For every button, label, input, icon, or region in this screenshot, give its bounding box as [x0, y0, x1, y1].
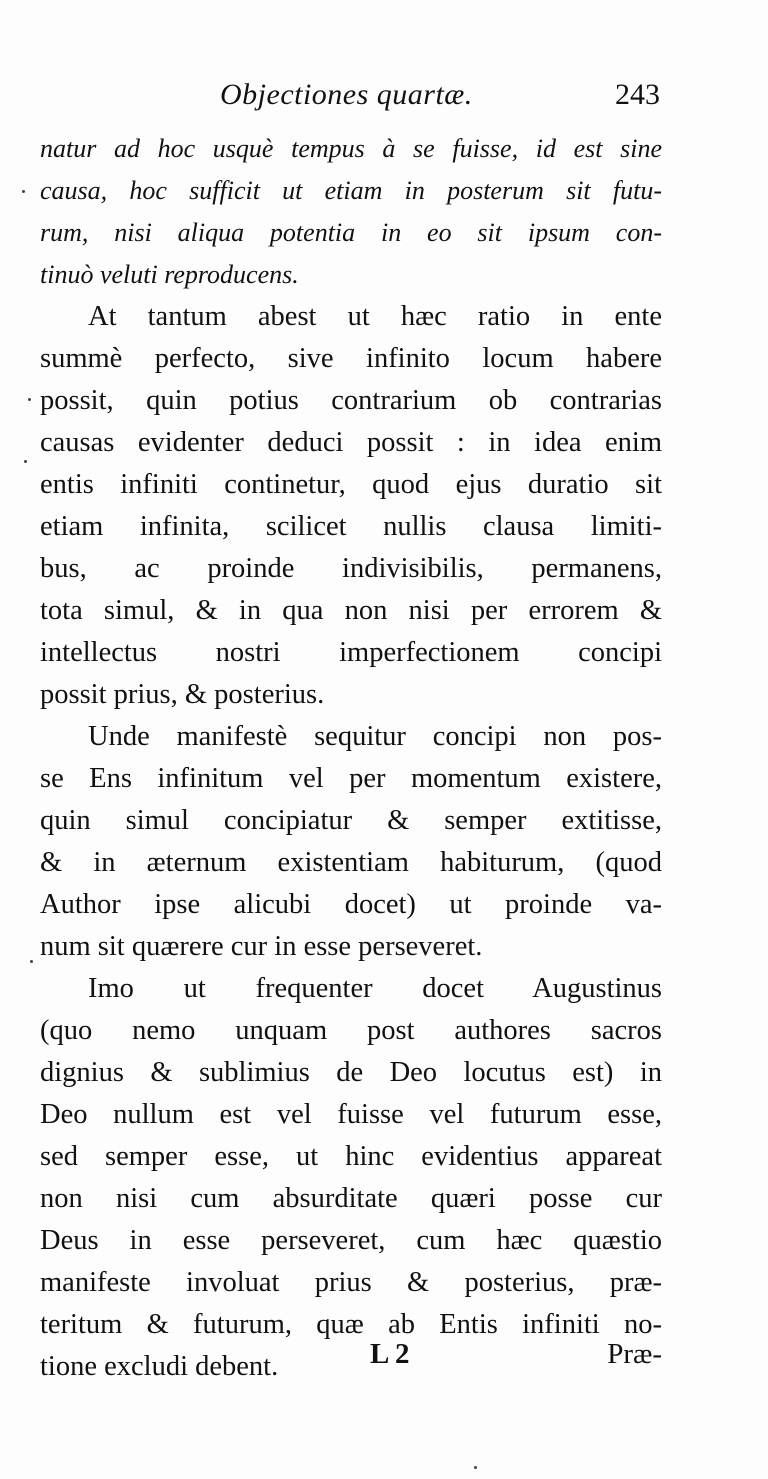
text-line: & in æternum existentiam habiturum, (quod [40, 847, 662, 878]
text-line: quin simul concipiatur & semper extitisse, [40, 805, 662, 836]
text-line: bus, ac proinde indivisibilis, permanens, [40, 553, 662, 584]
text-line: Unde manifestè sequitur concipi non pos- [88, 721, 662, 752]
page-header [40, 78, 660, 118]
text-line: teritum & futurum, quæ ab Entis infiniti no- [40, 1309, 662, 1340]
ink-speck [28, 398, 31, 401]
text-line: causa, hoc sufficit ut etiam in posterum sit futu- [40, 176, 662, 205]
text-line: (quo nemo unquam post authores sacros [40, 1015, 662, 1046]
running-head: Objectiones quartæ. [220, 78, 473, 111]
text-line: sed semper esse, ut hinc evidentius appareat [40, 1141, 662, 1172]
catchword: Præ- [607, 1338, 662, 1370]
text-line: tione excludi debent. [40, 1351, 279, 1382]
text-line: tinuò veluti reproducens. [40, 260, 299, 289]
text-line: Deo nullum est vel fuisse vel futurum esse, [40, 1099, 662, 1130]
text-line: natur ad hoc usquè tempus à se fuisse, id est sine [40, 134, 662, 163]
text-line: rum, nisi aliqua potentia in eo sit ipsum con- [40, 218, 662, 247]
text-line: causas evidenter deduci possit : in idea enim [40, 427, 662, 458]
text-line: At tantum abest ut hæc ratio in ente [88, 301, 662, 332]
text-line: Deus in esse perseveret, cum hæc quæstio [40, 1225, 662, 1256]
text-line: se Ens infinitum vel per momentum existere, [40, 763, 662, 794]
text-line: tota simul, & in qua non nisi per errorem & [40, 595, 662, 626]
text-line: dignius & sublimius de Deo locutus est) in [40, 1057, 662, 1088]
body-text [40, 128, 662, 1388]
text-line: possit, quin potius contrarium ob contrarias [40, 385, 662, 416]
text-line: intellectus nostri imperfectionem concipi [40, 637, 662, 668]
signature-mark: L 2 [370, 1338, 410, 1370]
page-footer [40, 1338, 662, 1388]
text-line: Author ipse alicubi docet) ut proinde va- [40, 889, 662, 920]
ink-speck [22, 190, 25, 193]
text-line: Imo ut frequenter docet Augustinus [88, 973, 662, 1004]
ink-speck [24, 460, 27, 463]
text-line: etiam infinita, scilicet nullis clausa limiti- [40, 511, 662, 542]
ink-speck [30, 960, 33, 963]
page-number: 243 [615, 78, 660, 111]
text-line: manifeste involuat prius & posterius, præ- [40, 1267, 662, 1298]
text-line: non nisi cum absurditate quæri posse cur [40, 1183, 662, 1214]
text-line: num sit quærere cur in esse perseveret. [40, 931, 483, 962]
text-line: summè perfecto, sive infinito locum habere [40, 343, 662, 374]
ink-speck [474, 1466, 477, 1469]
text-line: entis infiniti continetur, quod ejus duratio sit [40, 469, 662, 500]
text-line: possit prius, & posterius. [40, 679, 325, 710]
